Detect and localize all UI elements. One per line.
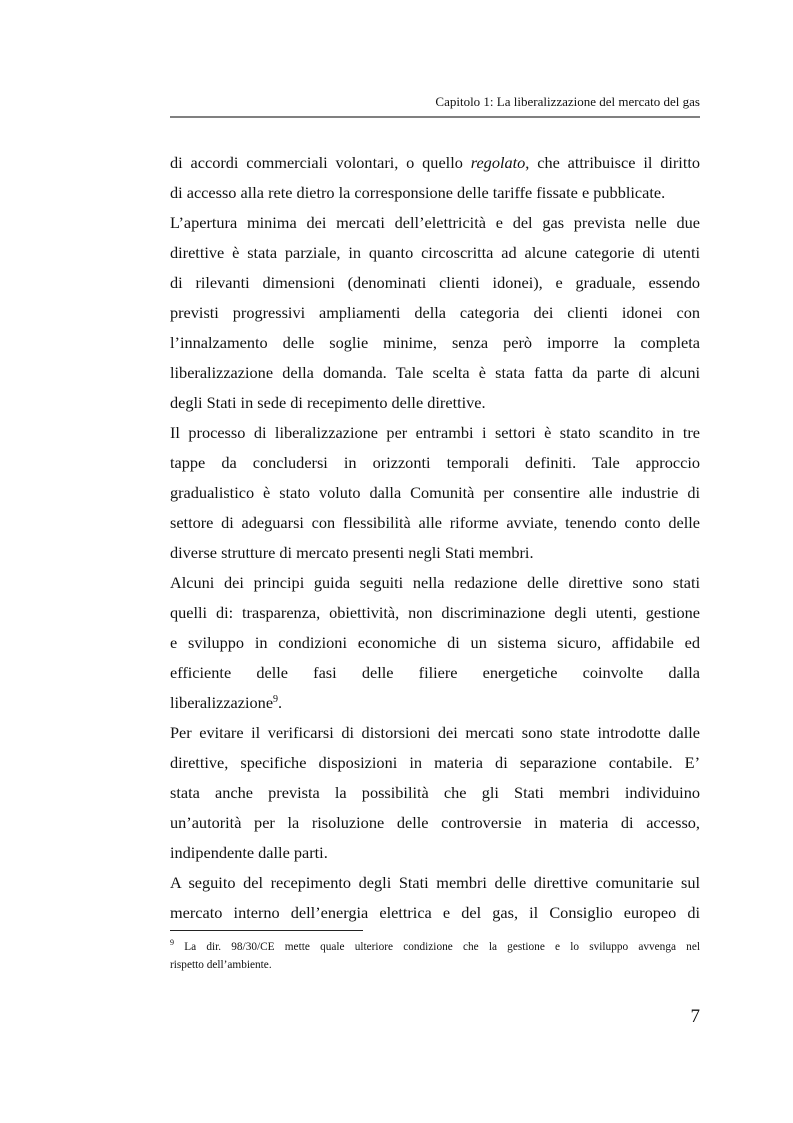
text-line: mercato interno dell’energia elettrica e del gas, il Consiglio europeo di <box>170 903 700 922</box>
text-line: Per evitare il verificarsi di distorsioni dei mercati sono state introdotte dalle <box>170 723 700 742</box>
text-line: L’apertura minima dei mercati dell’elettricità e del gas prevista nelle due <box>170 213 700 232</box>
text-line: settore di adeguarsi con flessibilità alle riforme avviate, tenendo conto delle <box>170 513 700 532</box>
text-span: La dir. 98/30/CE mette quale ulteriore condizione che la gestione e lo sviluppo avvenga nel <box>174 941 700 953</box>
footnote-number: 9 <box>170 938 174 947</box>
text-span: . <box>278 693 283 712</box>
text-line: gradualistico è stato voluto dalla Comunità per consentire alle industrie di <box>170 483 700 502</box>
text-line: Alcuni dei principi guida seguiti nella redazione delle direttive sono stati <box>170 573 700 592</box>
text-line: diverse strutture di mercato presenti negli Stati membri. <box>170 543 534 562</box>
text-line: di rilevanti dimensioni (denominati clienti idonei), e graduale, essendo <box>170 273 700 292</box>
footnote-reference[interactable]: 9 <box>273 694 279 705</box>
text-line: l’innalzamento delle soglie minime, senza però imporre la completa <box>170 333 700 352</box>
running-header: Capitolo 1: La liberalizzazione del mercato del gas <box>435 94 700 109</box>
text-line: previsti progressivi ampliamenti della categoria dei clienti idonei con <box>170 303 700 322</box>
body-text <box>170 148 700 928</box>
text-line: indipendente dalle parti. <box>170 843 328 862</box>
footnote-line <box>170 938 700 956</box>
text-span: liberalizzazione <box>170 693 274 712</box>
text-line: liberalizzazione della domanda. Tale scelta è stata fatta da parte di alcuni <box>170 363 700 382</box>
text-line: degli Stati in sede di recepimento delle direttive. <box>170 393 486 412</box>
text-line: quelli di: trasparenza, obiettività, non discriminazione degli utenti, gestione <box>170 603 700 622</box>
text-line: Il processo di liberalizzazione per entrambi i settori è stato scandito in tre <box>170 423 700 442</box>
footnote <box>170 938 700 974</box>
text-line: stata anche prevista la possibilità che gli Stati membri individuino <box>170 783 700 802</box>
emphasis-regolato: regolato <box>470 153 526 172</box>
text-span: di accordi commerciali volontari, o quello <box>170 153 471 172</box>
text-line <box>170 688 700 718</box>
text-line: di accesso alla rete dietro la corresponsione delle tariffe fissate e pubblicate. <box>170 183 666 202</box>
text-line: direttive, specifiche disposizioni in materia di separazione contabile. E’ <box>170 753 700 772</box>
header-divider <box>170 116 700 118</box>
text-line: efficiente delle fasi delle filiere energetiche coinvolte dalla <box>170 663 700 682</box>
text-span: , che attribuisce il diritto <box>525 153 701 172</box>
text-line: un’autorità per la risoluzione delle controversie in materia di accesso, <box>170 813 700 832</box>
footnote-divider <box>170 930 363 931</box>
text-line: direttive è stata parziale, in quanto circoscritta ad alcune categorie di utenti <box>170 243 700 262</box>
text-line: A seguito del recepimento degli Stati membri delle direttive comunitarie sul <box>170 873 700 892</box>
page-number: 7 <box>690 1006 700 1027</box>
text-line <box>170 148 700 178</box>
footnote-line: rispetto dell’ambiente. <box>170 959 272 971</box>
text-line: e sviluppo in condizioni economiche di un sistema sicuro, affidabile ed <box>170 633 700 652</box>
text-line: tappe da concludersi in orizzonti temporali definiti. Tale approccio <box>170 453 700 472</box>
